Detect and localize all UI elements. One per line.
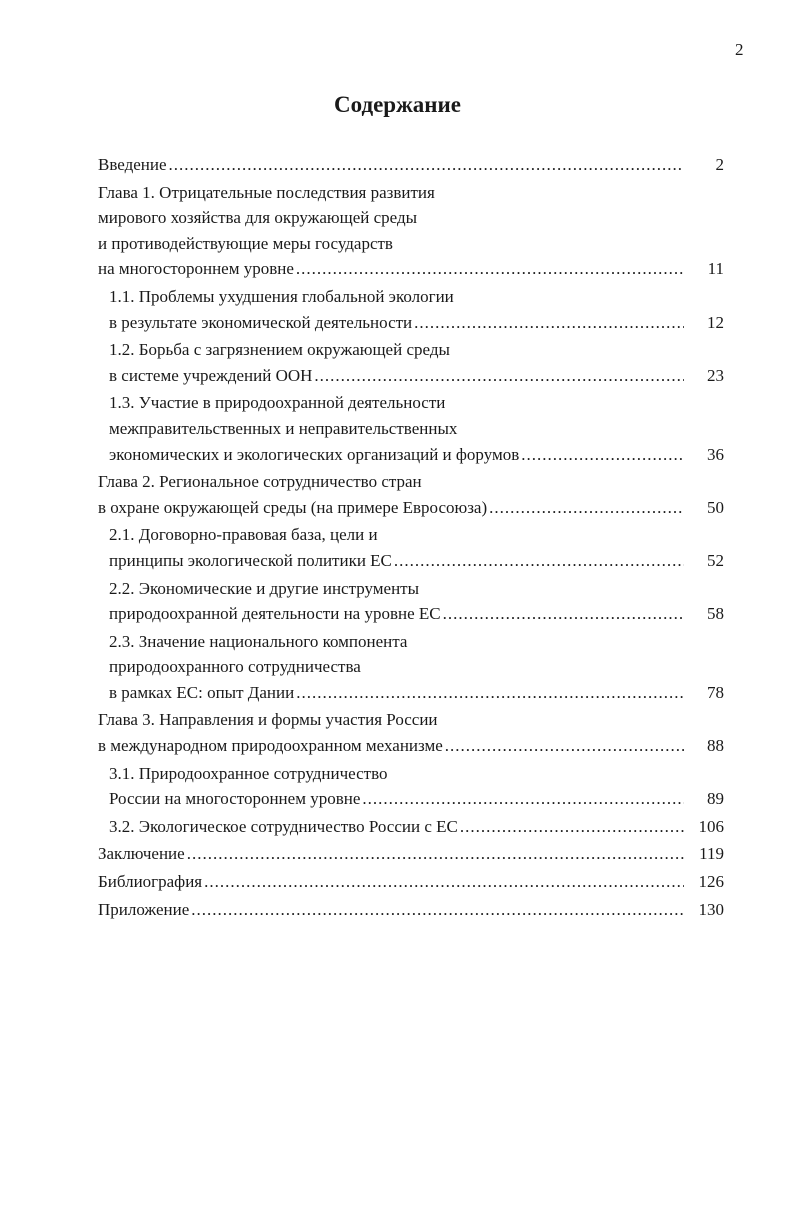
dot-leader: [414, 310, 684, 336]
toc-entry-line: 2.1. Договорно-правовая база, цели и: [109, 525, 378, 545]
toc-page-number: 12: [707, 312, 724, 332]
dot-leader: [521, 442, 684, 468]
dot-leader: [445, 733, 684, 759]
toc-entry-line: на многостороннем уровне: [98, 259, 294, 279]
toc-entry: [98, 469, 724, 520]
dot-leader: [191, 897, 684, 923]
toc-page-number: 119: [699, 844, 724, 864]
toc-entry: [98, 180, 724, 282]
dot-leader: [314, 363, 684, 389]
toc-page-number: 126: [698, 872, 724, 892]
toc-page-number: 11: [707, 259, 724, 279]
toc-entry-line: Библиография: [98, 872, 203, 892]
toc-entry: [98, 707, 724, 758]
dot-leader: [460, 814, 684, 840]
toc-subentry: [98, 390, 724, 467]
toc-entry-row: [98, 495, 724, 521]
toc-entry-line: в рамках ЕС: опыт Дании: [109, 682, 295, 702]
toc-entry-line: в международном природоохранном механизме: [98, 736, 443, 756]
dot-leader: [187, 841, 684, 867]
toc-subentry: [98, 522, 724, 573]
toc-entry-line: в системе учреждений ООН: [109, 365, 313, 385]
dot-leader: [296, 680, 684, 706]
toc-entry-line: мирового хозяйства для окружающей среды: [98, 208, 418, 228]
toc-entry-line: природоохранного сотрудничества: [109, 657, 361, 677]
toc-page-number: 2: [715, 155, 724, 174]
toc-entry-line: 1.3. Участие в природоохранной деятельности: [109, 393, 446, 413]
toc-entry-row: [109, 310, 724, 336]
toc-entry-line: Приложение: [98, 899, 190, 919]
toc-entry-line: Глава 1. Отрицательные последствия развития: [98, 182, 435, 202]
dot-leader: [362, 786, 684, 812]
toc-subentry: [98, 761, 724, 812]
toc-page-number: 23: [707, 365, 724, 385]
toc-entry: [98, 869, 724, 895]
toc-entry-row: [109, 442, 724, 468]
toc-entry-line: Заключение: [98, 844, 185, 864]
toc-entry-row: [109, 680, 724, 706]
toc-entry-line: природоохранной деятельности на уровне ЕС: [109, 604, 441, 624]
toc-entry-line: в охране окружающей среды (на примере Евросоюза): [98, 497, 488, 517]
table-of-contents: [98, 152, 724, 924]
toc-entry-line: Глава 2. Региональное сотрудничество стран: [98, 472, 422, 492]
dot-leader: [489, 495, 684, 521]
toc-entry-line: 2.3. Значение национального компонента: [109, 631, 408, 651]
toc-entry-row: [109, 601, 724, 627]
toc-entry-line: России на многостороннем уровне: [109, 789, 361, 809]
toc-entry-row: [98, 152, 724, 178]
toc-page-number: 89: [707, 789, 724, 809]
toc-entry-line: в результате экономической деятельности: [109, 312, 413, 332]
page-title: Содержание: [334, 92, 461, 117]
toc-entry: [98, 897, 724, 923]
toc-subentry: [98, 629, 724, 706]
toc-entry-row: [98, 841, 724, 867]
dot-leader: [169, 152, 684, 178]
dot-leader: [394, 548, 684, 574]
toc-entry-row: [109, 814, 724, 840]
toc-entry: [98, 152, 724, 178]
toc-page-number: 52: [707, 550, 724, 570]
toc-entry-line: 3.2. Экологическое сотрудничество России с ЕС: [109, 816, 458, 836]
toc-page-number: 106: [698, 816, 724, 836]
dot-leader: [204, 869, 684, 895]
toc-entry-line: Глава 3. Направления и формы участия России: [98, 710, 438, 730]
toc-entry-row: [109, 363, 724, 389]
toc-subentry: [98, 337, 724, 388]
toc-entry-row: [98, 897, 724, 923]
toc-entry-line: принципы экологической политики ЕС: [109, 550, 392, 570]
toc-entry-row: [98, 733, 724, 759]
toc-entry-line: экономических и экологических организаций и форумов: [109, 444, 520, 464]
dot-leader: [443, 601, 684, 627]
toc-page-number: 50: [707, 497, 724, 517]
toc-entry-row: [98, 256, 724, 282]
toc-entry-line: 1.2. Борьба с загрязнением окружающей среды: [109, 340, 450, 360]
toc-entry-row: [109, 786, 724, 812]
toc-page-number: 58: [707, 604, 724, 624]
toc-entry-line: и противодействующие меры государств: [98, 233, 393, 253]
toc-entry: [98, 841, 724, 867]
toc-entry-line: 3.1. Природоохранное сотрудничество: [109, 763, 388, 783]
toc-entry-line: межправительственных и неправительственных: [109, 418, 458, 438]
toc-subentry: [98, 284, 724, 335]
toc-page-number: 36: [707, 444, 724, 464]
toc-subentry: [98, 814, 724, 840]
page-number: 2: [735, 40, 744, 59]
toc-page-number: 88: [707, 736, 724, 756]
toc-page-number: 130: [698, 899, 724, 919]
toc-page-number: 78: [707, 682, 724, 702]
toc-subentry: [98, 576, 724, 627]
toc-entry-line: 1.1. Проблемы ухудшения глобальной экологии: [109, 286, 454, 306]
dot-leader: [296, 256, 684, 282]
toc-entry-line: Введение: [98, 155, 167, 174]
toc-entry-row: [98, 869, 724, 895]
toc-entry-line: 2.2. Экономические и другие инструменты: [109, 578, 420, 598]
toc-entry-row: [109, 548, 724, 574]
